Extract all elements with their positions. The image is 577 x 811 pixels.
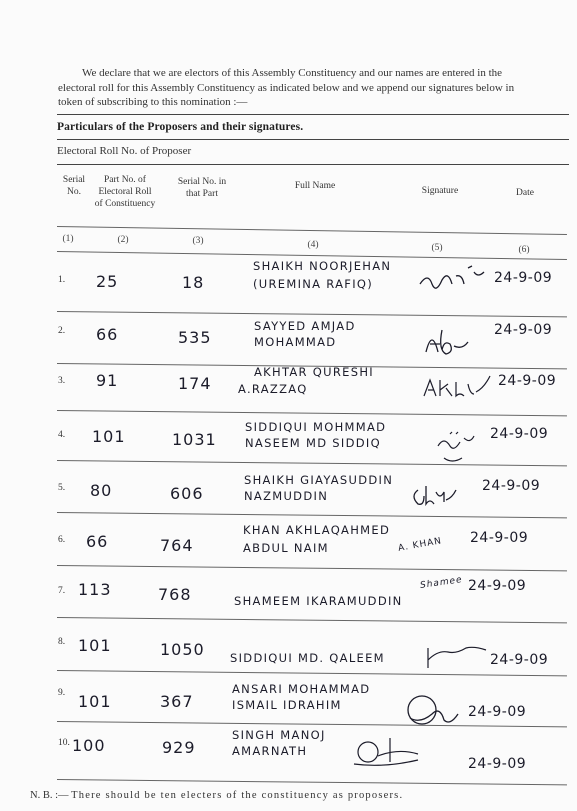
row-serial-in-part: 764 xyxy=(160,536,194,555)
row-part-no: 91 xyxy=(96,371,119,390)
column-number-1: (1) xyxy=(62,234,74,244)
row-name-line1: SHAMEEM IKARAMUDDIN xyxy=(234,594,403,608)
footnote xyxy=(30,790,403,801)
row-part-no: 80 xyxy=(90,481,113,500)
row-serial: 1. xyxy=(58,275,66,285)
row-serial: 4. xyxy=(58,430,66,440)
header-full-name: Full Name xyxy=(294,181,336,191)
header-serial-in-part: Serial No. in that Part xyxy=(177,177,227,199)
row-part-no: 101 xyxy=(78,692,112,711)
row-serial-in-part: 768 xyxy=(158,585,192,604)
header-part-no: Part No. of Electoral Roll of Constituency xyxy=(94,175,156,209)
table-rule-header xyxy=(57,226,567,235)
row-serial: 8. xyxy=(58,637,66,647)
row-name-line2: ABDUL NAIM xyxy=(243,541,329,555)
row-serial: 2. xyxy=(58,326,66,336)
row-name-line2: NASEEM MD SIDDIQ xyxy=(245,436,381,450)
row-date: 24-9-09 xyxy=(494,270,553,286)
row-name-line2: MOHAMMAD xyxy=(254,335,337,349)
header-serial: Serial No. xyxy=(62,175,86,197)
table-row-divider xyxy=(57,565,567,571)
row-name-line2: (UREMINA RAFIQ) xyxy=(253,277,374,291)
row-date: 24-9-09 xyxy=(490,426,549,442)
signature-loop xyxy=(402,692,462,732)
header-signature: Signature xyxy=(421,186,459,196)
table-row-divider xyxy=(57,617,567,623)
row-date: 24-9-09 xyxy=(468,756,527,772)
signature-scrawl xyxy=(424,644,488,672)
header-date: Date xyxy=(516,188,534,198)
footnote-prefix: N. B. :— xyxy=(30,790,69,801)
row-name-line1: SAYYED AMJAD xyxy=(254,319,356,333)
section-title: Particulars of the Proposers and their signatures. xyxy=(57,121,304,133)
row-part-no: 25 xyxy=(96,272,119,291)
row-serial-in-part: 367 xyxy=(160,692,194,711)
divider-header xyxy=(57,164,569,165)
row-serial-in-part: 606 xyxy=(170,484,204,503)
signature-scrawl xyxy=(420,322,476,364)
row-date: 24-9-09 xyxy=(494,322,553,338)
declaration-line-3: token of subscribing to this nomination :— xyxy=(58,96,248,108)
column-number-3: (3) xyxy=(192,236,204,246)
table-row-divider xyxy=(57,410,567,416)
table-row-divider xyxy=(57,311,567,317)
declaration-line-1: We declare that we are electors of this Assembly Constituency and our names are entered in the xyxy=(82,67,503,79)
row-serial: 10. xyxy=(58,738,70,748)
column-number-2: (2) xyxy=(117,235,129,245)
row-name-line1: KHAN AKHLAQAHMED xyxy=(243,523,391,537)
row-part-no: 100 xyxy=(72,736,106,755)
column-number-4: (4) xyxy=(307,240,319,250)
row-serial-in-part: 1031 xyxy=(172,430,217,449)
row-name-line1: ANSARI MOHAMMAD xyxy=(232,682,371,696)
row-name-line1: SHAIKH GIAYASUDDIN xyxy=(244,473,394,487)
row-serial-in-part: 18 xyxy=(182,273,205,292)
row-date: 24-9-09 xyxy=(498,373,557,389)
signature-shamee: Shamee xyxy=(419,575,464,591)
table-rule-bottom xyxy=(57,779,567,785)
signature-urdu xyxy=(416,262,490,296)
divider-section xyxy=(57,139,569,140)
electoral-roll-label: Electoral Roll No. of Proposer xyxy=(57,145,192,157)
row-name-line2: A.RAZZAQ xyxy=(238,382,308,396)
divider-top xyxy=(57,114,569,115)
table-row-divider xyxy=(57,670,567,676)
signature-scrawl xyxy=(350,732,430,772)
row-serial: 6. xyxy=(58,535,66,545)
signature-urdu xyxy=(430,428,480,468)
row-serial: 9. xyxy=(58,688,66,698)
row-date: 24-9-09 xyxy=(468,704,527,720)
row-date: 24-9-09 xyxy=(490,652,549,668)
row-date: 24-9-09 xyxy=(482,478,541,494)
row-serial-in-part: 929 xyxy=(162,738,196,757)
row-serial: 5. xyxy=(58,483,66,493)
row-name-line1: AKHTAR QURESHI xyxy=(254,365,374,379)
row-part-no: 66 xyxy=(86,532,109,551)
row-date: 24-9-09 xyxy=(470,530,529,546)
row-name-line1: SIDDIQUI MOHMMAD xyxy=(245,420,387,434)
row-name-line1: SIDDIQUI MD. QALEEM xyxy=(230,651,385,665)
row-part-no: 66 xyxy=(96,325,119,344)
column-number-6: (6) xyxy=(518,245,530,255)
row-name-line2: ISMAIL IDRAHIM xyxy=(232,698,342,712)
column-number-5: (5) xyxy=(431,243,443,253)
row-name-line1: SHAIKH NOORJEHAN xyxy=(253,259,392,273)
row-name-line1: SINGH MANOJ xyxy=(232,728,326,742)
row-name-line2: AMARNATH xyxy=(232,744,308,758)
signature-scrawl xyxy=(420,374,492,404)
table-row-divider xyxy=(57,460,567,466)
row-serial: 3. xyxy=(58,376,66,386)
signature-a-khan: A. KHAN xyxy=(397,536,443,554)
row-serial: 7. xyxy=(58,586,66,596)
row-serial-in-part: 1050 xyxy=(160,640,205,659)
row-part-no: 101 xyxy=(92,427,126,446)
row-date: 24-9-09 xyxy=(468,578,527,594)
row-part-no: 101 xyxy=(78,636,112,655)
declaration-paragraph xyxy=(58,66,573,110)
table-row-divider xyxy=(57,512,567,518)
row-serial-in-part: 174 xyxy=(178,374,212,393)
row-name-line2: NAZMUDDIN xyxy=(244,489,329,503)
row-part-no: 113 xyxy=(78,580,112,599)
declaration-line-2: electoral roll for this Assembly Constituency as indicated below and we append our signatures below in xyxy=(58,81,515,94)
footnote-text: There should be ten electers of the constituency as proposers. xyxy=(71,790,404,801)
row-serial-in-part: 535 xyxy=(178,328,212,347)
signature-scrawl xyxy=(408,480,458,514)
